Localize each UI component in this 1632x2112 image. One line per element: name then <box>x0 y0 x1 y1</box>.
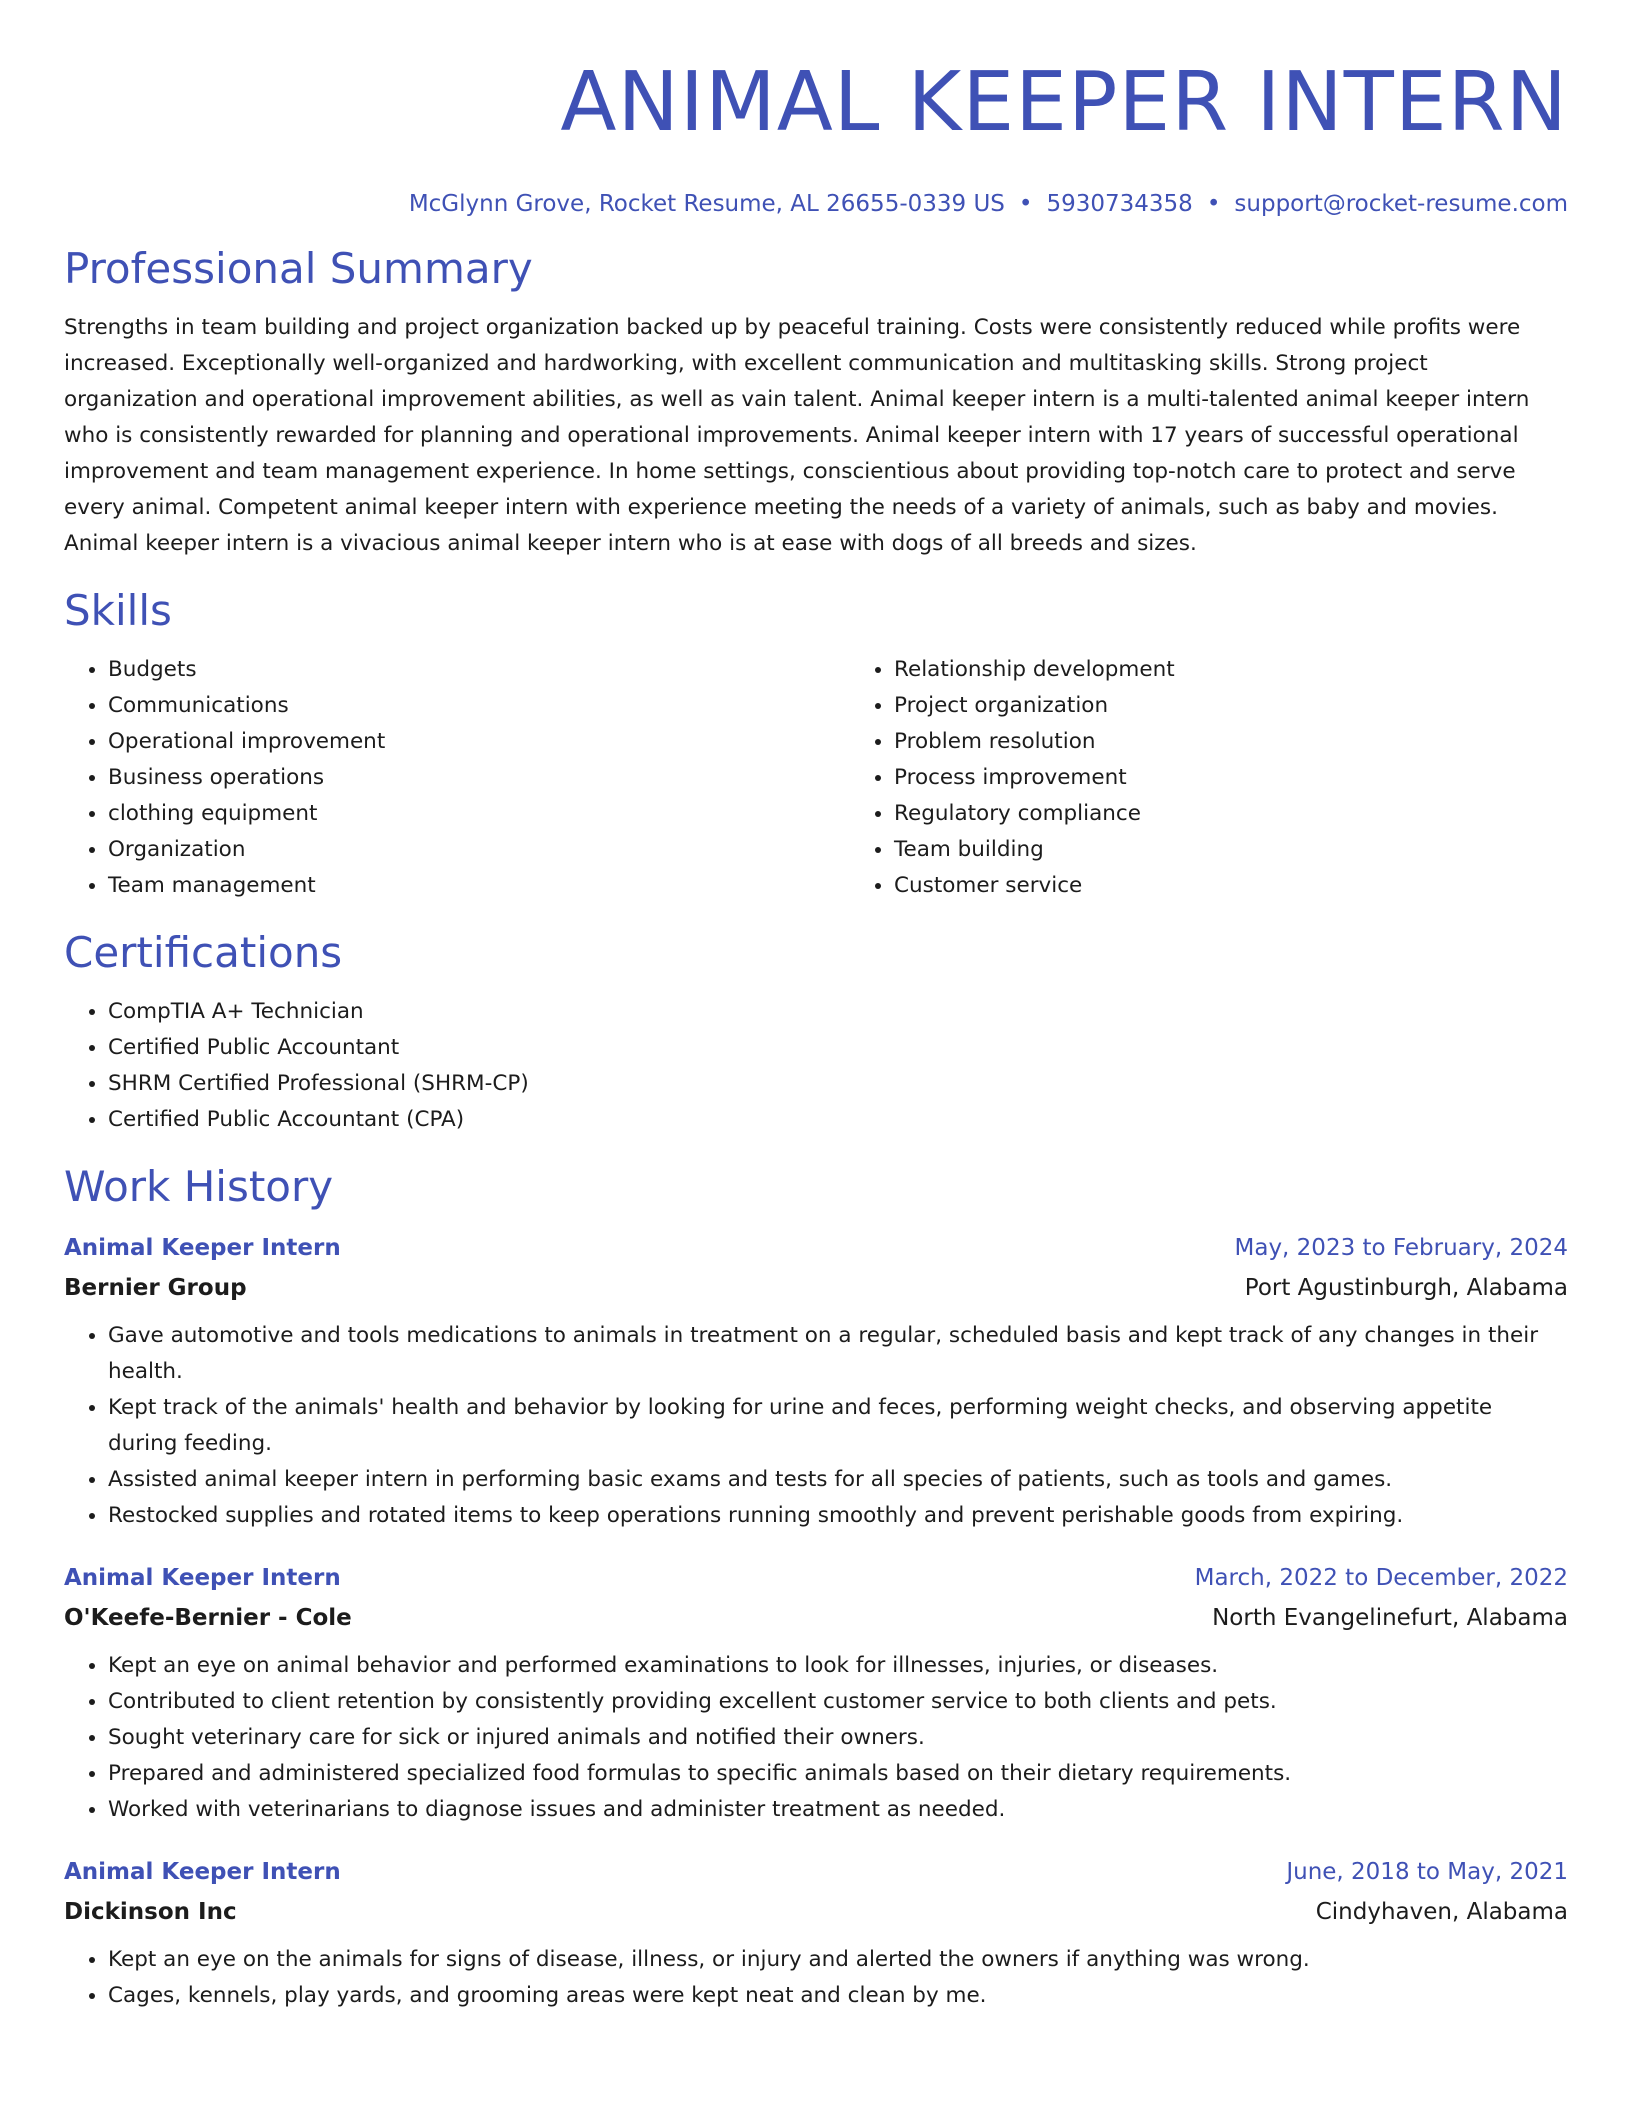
skill-item: • Organization <box>108 832 850 868</box>
summary-section <box>64 242 1568 562</box>
job-bullet: • Kept an eye on the animals for signs of disease, illness, or injury and alerted the owners if anything was wrong. <box>108 1942 1568 1978</box>
skill-item: • Team building <box>894 832 1568 868</box>
skill-item: • Problem resolution <box>894 724 1568 760</box>
skill-item: • Budgets <box>108 652 850 688</box>
skill-item: • Operational improvement <box>108 724 850 760</box>
certification-item: • CompTIA A+ Technician <box>108 994 1568 1030</box>
skills-list-right <box>850 652 1568 904</box>
job-dates: March, 2022 to December, 2022 <box>1194 1565 1568 1591</box>
job-title-row <box>64 1558 1568 1598</box>
job-bullet: • Worked with veterinarians to diagnose issues and administer treatment as needed. <box>108 1792 1568 1828</box>
job-company-row <box>64 1598 1568 1638</box>
contact-email[interactable]: support@rocket-resume.com <box>1234 191 1568 217</box>
contact-separator: • <box>1206 191 1221 217</box>
work-history-heading: Work History <box>64 1162 334 1211</box>
work-history-section <box>64 1160 1568 2014</box>
certifications-list <box>64 994 1568 1138</box>
job-title-row <box>64 1228 1568 1268</box>
job-bullet: • Gave automotive and tools medications to animals in treatment on a regular, scheduled basis and kept track of any changes in their health. <box>108 1318 1568 1390</box>
job-location: Port Agustinburgh, Alabama <box>1244 1275 1568 1301</box>
job-dates: May, 2023 to February, 2024 <box>1234 1235 1568 1261</box>
job-location: Cindyhaven, Alabama <box>1315 1899 1568 1925</box>
job-bullet: • Restocked supplies and rotated items to keep operations running smoothly and prevent perishable goods from expiring. <box>108 1498 1568 1534</box>
skill-item: • Relationship development <box>894 652 1568 688</box>
job-bullets <box>64 1942 1568 2014</box>
skills-list-left <box>64 652 850 904</box>
summary-text: Strengths in team building and project organization backed up by peaceful training. Costs were consistently reduced while profits were increased. Exceptionally well-organized and hardworking, with excellent communication and multitasking skills. Strong project organization and operational improvement abilities, as well as vain talent. Animal keeper intern is a multi-talented animal keeper intern who is consistently rewarded for planning and operational improvements. Animal keeper intern with 17 years of successful operational improvement and team management experience. In home settings, conscientious about providing top-notch care to protect and serve every animal. Competent animal keeper intern with experience meeting the needs of a variety of animals, such as baby and movies. Animal keeper intern is a vivacious animal keeper intern who is at ease with dogs of all breeds and sizes. <box>64 315 1530 556</box>
job-entry <box>64 1228 1568 1534</box>
job-bullet: • Sought veterinary care for sick or injured animals and notified their owners. <box>108 1720 1568 1756</box>
skills-heading: Skills <box>64 586 172 635</box>
job-dates: June, 2018 to May, 2021 <box>1286 1859 1568 1885</box>
job-bullet: • Cages, kennels, play yards, and grooming areas were kept neat and clean by me. <box>108 1978 1568 2014</box>
contact-phone: 5930734358 <box>1046 191 1193 217</box>
skill-item: • Project organization <box>894 688 1568 724</box>
skill-item: • Customer service <box>894 868 1568 904</box>
job-company: O'Keefe-Bernier - Cole <box>64 1605 352 1631</box>
certification-item: • Certified Public Accountant (CPA) <box>108 1102 1568 1138</box>
candidate-name: ANIMAL KEEPER INTERN <box>560 55 1568 150</box>
job-company-row <box>64 1892 1568 1932</box>
job-bullet: • Kept an eye on animal behavior and performed examinations to look for illnesses, injuries, or diseases. <box>108 1648 1568 1684</box>
job-bullet: • Contributed to client retention by consistently providing excellent customer service to both clients and pets. <box>108 1684 1568 1720</box>
job-location: North Evangelinefurt, Alabama <box>1212 1605 1568 1631</box>
certification-item: • Certified Public Accountant <box>108 1030 1568 1066</box>
contact-address: McGlynn Grove, Rocket Resume, AL 26655-0339 US <box>408 191 1005 217</box>
skill-item: • Team management <box>108 868 850 904</box>
contact-line <box>64 188 1568 220</box>
job-company: Dickinson Inc <box>64 1899 237 1925</box>
skills-grid <box>64 652 1568 904</box>
job-bullet: • Assisted animal keeper intern in performing basic exams and tests for all species of patients, such as tools and games. <box>108 1462 1568 1498</box>
certifications-section <box>64 926 1568 1138</box>
skills-section <box>64 584 1568 904</box>
summary-heading: Professional Summary <box>64 244 533 293</box>
job-company: Bernier Group <box>64 1275 247 1301</box>
job-title: Animal Keeper Intern <box>64 1859 341 1885</box>
skill-item: • Communications <box>108 688 850 724</box>
job-company-row <box>64 1268 1568 1308</box>
job-entry <box>64 1852 1568 2014</box>
job-title: Animal Keeper Intern <box>64 1565 341 1591</box>
job-title: Animal Keeper Intern <box>64 1235 341 1261</box>
skill-item: • Business operations <box>108 760 850 796</box>
certifications-heading: Certifications <box>64 928 343 977</box>
contact-separator: • <box>1018 191 1033 217</box>
job-bullet: • Prepared and administered specialized food formulas to specific animals based on their dietary requirements. <box>108 1756 1568 1792</box>
skill-item: • clothing equipment <box>108 796 850 832</box>
job-title-row <box>64 1852 1568 1892</box>
job-entry <box>64 1558 1568 1828</box>
skill-item: • Process improvement <box>894 760 1568 796</box>
certification-item: • SHRM Certified Professional (SHRM-CP) <box>108 1066 1568 1102</box>
skill-item: • Regulatory compliance <box>894 796 1568 832</box>
job-bullet: • Kept track of the animals' health and behavior by looking for urine and feces, performing weight checks, and observing appetite during feeding. <box>108 1390 1568 1462</box>
job-bullets <box>64 1648 1568 1828</box>
job-bullets <box>64 1318 1568 1534</box>
